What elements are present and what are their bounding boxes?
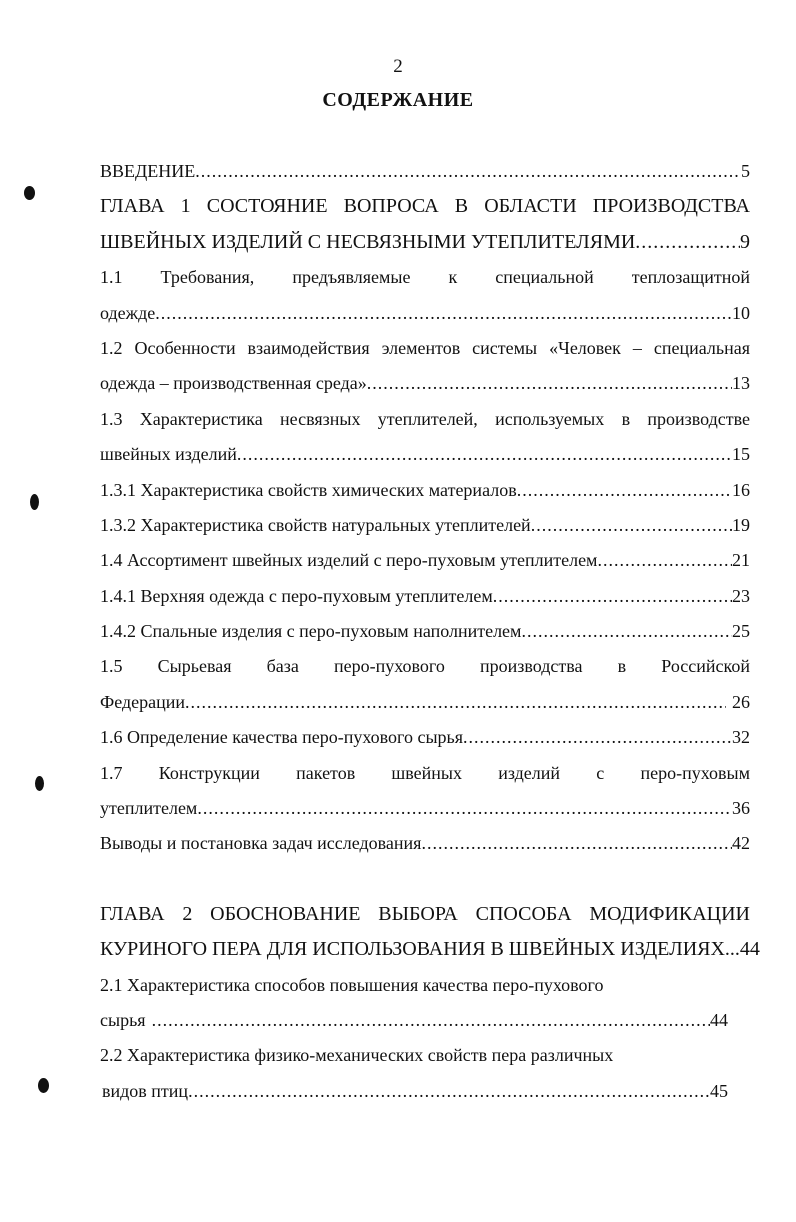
toc-entry-1-1-line2[interactable]: [100, 296, 750, 331]
toc-entry-title: ВВЕДЕНИЕ: [100, 161, 196, 181]
toc-chapter-2-line2[interactable]: КУРИНОГО ПЕРА ДЛЯ ИСПОЛЬЗОВАНИЯ В ШВЕЙНЫХ ИЗДЕЛИЯХ...44: [100, 938, 760, 961]
dot-leader: [421, 826, 732, 861]
toc-page-number: 42: [732, 833, 750, 854]
dot-leader: [635, 225, 740, 260]
scan-mark-3: [35, 776, 44, 791]
toc-entry-1-4[interactable]: [100, 543, 750, 578]
toc-chapter-2-line1[interactable]: ГЛАВА 2 ОБОСНОВАНИЕ ВЫБОРА СПОСОБА МОДИФИКАЦИИ: [100, 902, 750, 925]
toc-entry-title: швейных изделий: [100, 444, 237, 465]
toc-entry-title: одежда – производственная среда»: [100, 373, 367, 394]
scan-mark-4: [38, 1078, 49, 1093]
dot-leader: [146, 1003, 710, 1038]
toc-page-number: 44: [710, 1009, 728, 1030]
toc-entry-intro[interactable]: [100, 154, 750, 189]
toc-page-number: 10: [732, 302, 750, 323]
toc-chapter-1-line1[interactable]: ГЛАВА 1 СОСТОЯНИЕ ВОПРОСА В ОБЛАСТИ ПРОИЗВОДСТВА: [100, 195, 750, 218]
toc-entry-1-3-line2[interactable]: [100, 437, 750, 472]
toc-entry-2-1-line1[interactable]: 2.1 Характеристика способов повышения качества перо-пухового: [100, 974, 604, 995]
toc-page-number: 26: [732, 691, 750, 712]
table-of-contents: [100, 154, 760, 1109]
dot-leader: [197, 791, 732, 826]
toc-entry-1-4-2[interactable]: [100, 614, 750, 649]
dot-leader: [237, 437, 732, 472]
toc-entry-title: 1.4 Ассортимент швейных изделий с перо-пуховым утеплителем: [100, 550, 598, 571]
toc-page-number: 13: [732, 373, 750, 394]
toc-entry-2-1-line2[interactable]: [100, 1003, 728, 1038]
toc-entry-title: Выводы и постановка задач исследования: [100, 833, 422, 854]
toc-page-number: 25: [732, 621, 750, 642]
toc-page-number: 45: [710, 1080, 728, 1101]
toc-entry-1-7-line2[interactable]: [100, 791, 750, 826]
dot-leader: [463, 720, 732, 755]
toc-entry-title: 1.4.1 Верхняя одежда с перо-пуховым утеплителем: [100, 585, 493, 606]
dot-leader: [185, 685, 726, 720]
toc-entry-1-3-1[interactable]: [100, 473, 750, 508]
toc-entry-title: ШВЕЙНЫХ ИЗДЕЛИЙ С НЕСВЯЗНЫМИ УТЕПЛИТЕЛЯМИ: [100, 230, 636, 253]
page-number: 2: [393, 56, 403, 77]
toc-page-number: 23: [732, 585, 750, 606]
toc-page-number: 21: [732, 550, 750, 571]
toc-entry-1-2-line1[interactable]: 1.2 Особенности взаимодействия элементов системы «Человек – специальная: [100, 337, 750, 358]
dot-leader: [521, 614, 732, 649]
toc-entry-2-2-line2[interactable]: [100, 1074, 728, 1109]
toc-entry-1-2-line2[interactable]: [100, 366, 750, 401]
toc-page-number: 19: [732, 514, 750, 535]
toc-entry-title: Федерации: [100, 691, 186, 712]
scan-mark-2: [30, 494, 39, 510]
toc-page-number: 16: [732, 479, 750, 500]
toc-entry-title: сырья: [100, 1009, 146, 1030]
dot-leader: [493, 579, 732, 614]
toc-entry-1-3-line1[interactable]: 1.3 Характеристика несвязных утеплителей, используемых в производстве: [100, 408, 750, 429]
page-title: СОДЕРЖАНИЕ: [322, 89, 474, 111]
scan-mark-1: [24, 186, 35, 200]
toc-entry-title: 1.3.1 Характеристика свойств химических материалов: [100, 479, 517, 500]
toc-entry-1-3-2[interactable]: [100, 508, 750, 543]
toc-entry-conclusions[interactable]: [100, 826, 750, 861]
toc-entry-title: 1.3.2 Характеристика свойств натуральных утеплителей: [100, 514, 531, 535]
dot-leader: [188, 1074, 710, 1109]
toc-entry-title: видов птиц: [102, 1080, 189, 1101]
toc-entry-title: 1.6 Определение качества перо-пухового сырья: [100, 727, 464, 748]
dot-leader: [367, 366, 732, 401]
toc-entry-1-1-line1[interactable]: 1.1 Требования, предъявляемые к специальной теплозащитной: [100, 267, 750, 288]
toc-entry-2-2-line1[interactable]: 2.2 Характеристика физико-механических свойств пера различных: [100, 1045, 614, 1066]
toc-entry-1-5-line1[interactable]: 1.5 Сырьевая база перо-пухового производства в Российской: [100, 656, 750, 677]
toc-entry-title: одежде: [100, 302, 156, 323]
toc-entry-1-4-1[interactable]: [100, 579, 750, 614]
toc-entry-1-5-line2[interactable]: [100, 685, 750, 720]
dot-leader: [517, 473, 732, 508]
dot-leader: [155, 296, 732, 331]
toc-entry-title: 1.4.2 Спальные изделия с перо-пуховым наполнителем: [100, 621, 522, 642]
toc-entry-1-7-line1[interactable]: 1.7 Конструкции пакетов швейных изделий с перо-пуховым: [100, 762, 750, 783]
dot-leader: [195, 154, 741, 189]
dot-leader: [531, 508, 732, 543]
toc-page-number: 15: [732, 444, 750, 465]
toc-entry-title: утеплителем: [100, 798, 198, 819]
toc-page-number: 9: [740, 230, 750, 253]
toc-page-number: 32: [732, 727, 750, 748]
section-gap: [100, 862, 750, 897]
toc-page-number: 36: [732, 798, 750, 819]
dot-leader: [597, 543, 732, 578]
toc-chapter-1-line2[interactable]: [100, 225, 750, 260]
toc-entry-1-6[interactable]: [100, 720, 750, 755]
toc-page-number: 5: [741, 161, 750, 181]
